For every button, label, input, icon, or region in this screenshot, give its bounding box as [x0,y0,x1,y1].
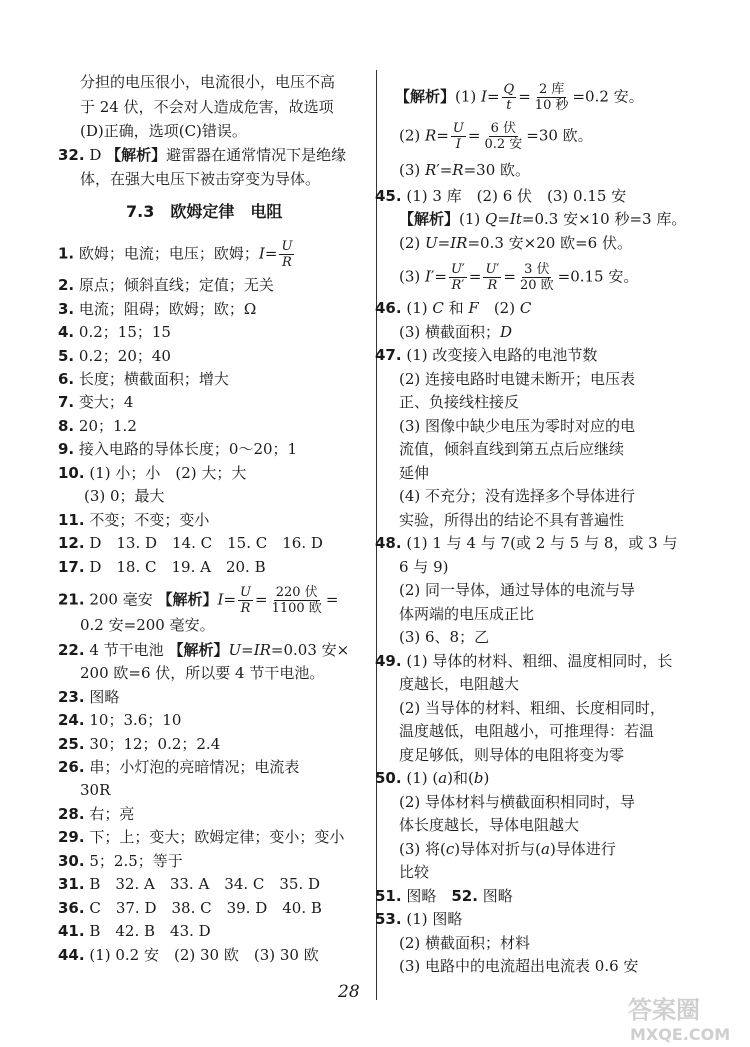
answer-11: 11. 不变；不变；变小 [58,511,210,529]
solution-line: (3) R′=R=30 欧。 [399,161,531,179]
answer-47: 47. (1) 改变接入电路的电池节数 [375,346,598,364]
text-line: (2) 横截面积；材料 [399,934,531,952]
watermark-text: 答案圈 [628,996,700,1024]
answer-17-20: 17. D 18. C 19. A 20. B [58,558,266,576]
text-line: (3) 图像中缺少电压为零时对应的电 [399,417,636,435]
answer-44: 44. (1) 0.2 安 (2) 30 欧 (3) 30 欧 [58,946,319,964]
answer-30: 30. 5；2.5；等于 [58,852,183,870]
text-line: 6 与 9) [399,558,449,576]
text-line: 比较 [399,863,430,881]
answer-10: 10. (1) 小；小 (2) 大；大 [58,464,247,482]
solution-line: 【解析】(1) I= $\frac{Q}{t}$ = $\frac{\text{2 库}}{\text{10 秒}}$ =0.2 安。 [395,82,644,113]
answer-49: 49. (1) 导体的材料、粗细、温度相同时，长 [375,652,673,670]
answer-6: 6. 长度；横截面积；增大 [58,370,229,388]
answer-24: 24. 10；3.6；10 [58,711,182,729]
text-line: (3) 电路中的电流超出电流表 0.6 安 [399,957,639,975]
answer-50: 50. (1) (a)和(b) [375,769,490,787]
text-line: 实验，所得出的结论不具有普遍性 [399,511,625,529]
text-line: 200 欧=6 伏，所以要 4 节干电池。 [80,664,325,682]
fraction: $\frac{U}{R}$ [281,239,293,270]
answer-31-35: 31. B 32. A 33. A 34. C 35. D [58,875,321,893]
item-number: 32. [58,146,85,164]
text-line: 30R [80,781,111,799]
text-line: 体两端的电压成正比 [399,605,535,623]
answer-23: 23. 图略 [58,688,120,706]
answer-41-43: 41. B 42. B 43. D [58,922,211,940]
text-line: (2) 连接电路时电键未断开；电压表 [399,370,636,388]
text-line: 流值，倾斜直线到第五点后应继续 [399,440,625,458]
watermark-logo [620,992,740,1044]
answer-29: 29. 下；上；变大；欧姆定律；变小；变小 [58,828,345,846]
text-line: 于 24 伏，不会对人造成危害，故选项 [80,98,334,116]
text-line: (3) 横截面积；D [399,323,513,341]
answer-45: 45. (1) 3 库 (2) 6 伏 (3) 0.15 安 [375,187,627,205]
answer-9: 9. 接入电路的导体长度；0～20；1 [58,440,298,458]
answer-25: 25. 30；12；0.2；2.4 [58,735,221,753]
text-line: (3) 将(c)导体对折与(a)导体进行 [399,840,616,858]
answer-32 [58,145,346,166]
text-line: 度足够低，则导体的电阻将变为零 [399,746,625,764]
text-line: (2) 导体材料与横截面积相同时，导 [399,793,636,811]
answer-2: 2. 原点；倾斜直线；定值；无关 [58,276,274,294]
text-line: 0.2 安=200 毫安。 [80,616,215,634]
text-line: 延伸 [399,464,430,482]
answer-1: 1. 欧姆；电流；电压；欧姆；I= $\frac{U}{R}$ [58,239,293,270]
answer-53: 53. (1) 图略 [375,910,463,928]
text-line: (2) 当导体的材料、粗细、长度相同时， [399,699,666,717]
answer-46: 46. (1) C 和 F (2) C [375,299,532,317]
page-number: 28 [338,982,360,1002]
answer-5: 5. 0.2；20；40 [58,347,171,365]
text-line: (2) 同一导体，通过导体的电流与导 [399,581,636,599]
answer-3: 3. 电流；阻碍；欧姆；欧；Ω [58,300,257,318]
text-line: 分担的电压很小，电流很小，电压不高 [80,73,336,91]
text-line: 体，在强大电压下被击穿变为导体。 [80,170,321,188]
watermark-url: MXQE.COM [630,1025,731,1044]
text-line: 温度越低，电阻越小，可推理得：若温 [399,722,655,740]
text-line: (3) 0；最大 [84,487,165,505]
answer-28: 28. 右；亮 [58,805,135,823]
answer-51-52: 51. 图略 52. 图略 [375,887,513,905]
answer-8: 8. 20；1.2 [58,417,137,435]
answer-12-16: 12. D 13. D 14. C 15. C 16. D [58,534,323,552]
answer-21: 21. 200 毫安 【解析】I= $\frac{U}{R}$ = $\frac{\text{220 伏}}{\text{1100 欧}}$ = [58,585,339,616]
answer-4: 4. 0.2；15；15 [58,323,171,341]
text-line: (D)正确，选项(C)错误。 [80,122,247,140]
answer-22: 22. 4 节干电池 【解析】U=IR=0.03 安× [58,641,350,659]
solution-line: (2) R= $\frac{U}{I}$ = $\frac{\text{6 伏}}{\text{0.2 安}}$ =30 欧。 [399,121,593,152]
answer-36-40: 36. C 37. D 38. C 39. D 40. B [58,899,322,917]
answer-text: D 【解析】避雷器在通常情况下是绝缘 [89,146,347,164]
solution-line: 【解析】(1) Q=It=0.3 安×10 秒=3 库。 [399,210,687,228]
answer-26: 26. 串；小灯泡的亮暗情况；电流表 [58,758,300,776]
text-line: (3) 6、8；乙 [399,628,490,646]
item-number: 1. [58,244,75,263]
answer-48: 48. (1) 1 与 4 与 7(或 2 与 5 与 8，或 3 与 [375,534,678,552]
text-line: (4) 不充分；没有选择多个导体进行 [399,487,636,505]
text-line: 度越长，电阻越大 [399,675,520,693]
text-line: 正、负接线柱接反 [399,393,520,411]
solution-line: (3) I′= $\frac{U'}{R'}$ = $\frac{U'}{R}$ = $\frac{\text{3 伏}}{\text{20 欧}}$ =0.15 安。 [399,262,639,293]
section-heading: 7.3 欧姆定律 电阻 [126,202,283,221]
text-line: 体长度越长，导体电阻越大 [399,816,580,834]
answer-7: 7. 变大；4 [58,393,134,411]
solution-line: (2) U=IR=0.3 安×20 欧=6 伏。 [399,234,632,252]
